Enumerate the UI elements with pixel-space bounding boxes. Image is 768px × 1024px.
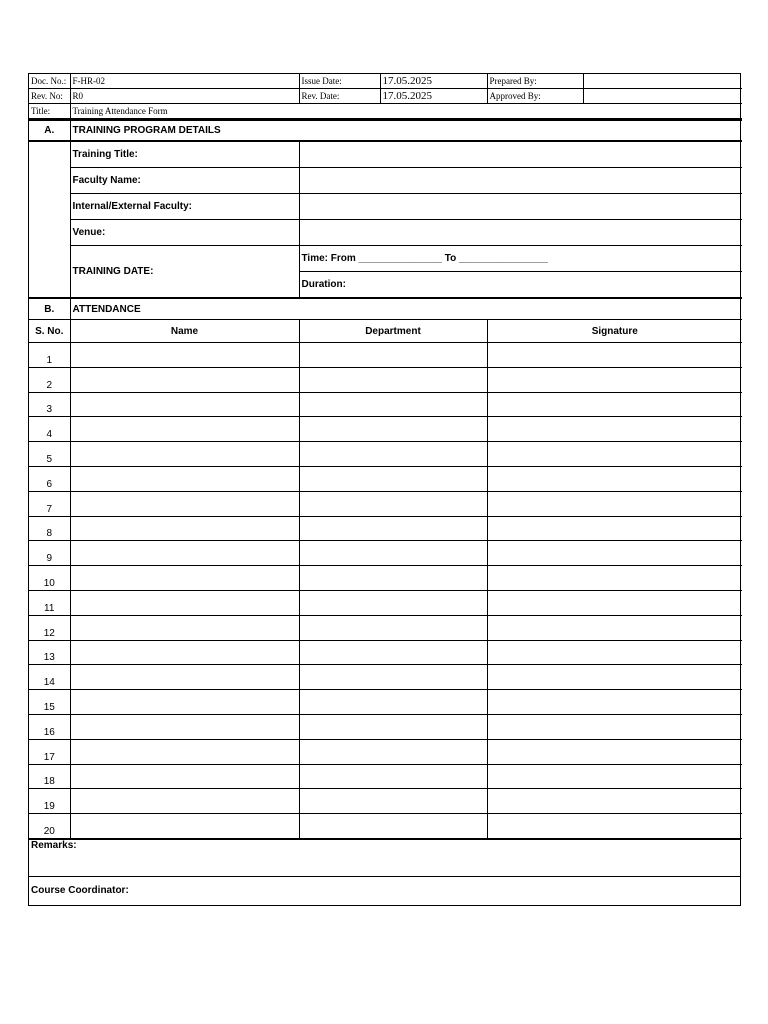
table-row xyxy=(29,566,742,591)
issue-date-value: 17.05.2025 xyxy=(380,74,487,89)
row-number: 16 xyxy=(29,714,70,739)
table-row xyxy=(29,516,742,541)
name-cell[interactable] xyxy=(70,739,299,764)
row-number: 20 xyxy=(29,814,70,839)
course-coordinator-label: Course Coordinator: xyxy=(31,885,129,897)
table-row xyxy=(29,343,742,368)
row-number: 3 xyxy=(29,392,70,417)
attendance-table xyxy=(29,298,742,839)
department-cell[interactable] xyxy=(299,690,487,715)
signature-cell[interactable] xyxy=(487,466,742,491)
name-cell[interactable] xyxy=(70,640,299,665)
title-value: Training Attendance Form xyxy=(70,104,742,119)
table-row xyxy=(29,690,742,715)
department-cell[interactable] xyxy=(299,466,487,491)
table-row xyxy=(29,590,742,615)
column-header-department: Department xyxy=(299,320,487,343)
name-cell[interactable] xyxy=(70,442,299,467)
department-cell[interactable] xyxy=(299,714,487,739)
department-cell[interactable] xyxy=(299,764,487,789)
section-a-letter: A. xyxy=(29,120,70,141)
signature-cell[interactable] xyxy=(487,714,742,739)
row-number: 9 xyxy=(29,541,70,566)
table-row xyxy=(29,764,742,789)
row-number: 13 xyxy=(29,640,70,665)
table-row xyxy=(29,491,742,516)
name-cell[interactable] xyxy=(70,466,299,491)
department-cell[interactable] xyxy=(299,442,487,467)
row-number: 2 xyxy=(29,367,70,392)
signature-cell[interactable] xyxy=(487,615,742,640)
remarks-field[interactable] xyxy=(29,839,740,876)
signature-cell[interactable] xyxy=(487,814,742,839)
approved-by-label: Approved By: xyxy=(487,89,583,104)
table-row xyxy=(29,665,742,690)
department-cell[interactable] xyxy=(299,392,487,417)
internal-external-row xyxy=(29,194,742,220)
section-a-spacer xyxy=(29,141,70,298)
department-cell[interactable] xyxy=(299,739,487,764)
table-row xyxy=(29,814,742,839)
row-number: 1 xyxy=(29,343,70,368)
approved-by-field[interactable] xyxy=(583,89,742,104)
column-header-name: Name xyxy=(70,320,299,343)
name-cell[interactable] xyxy=(70,566,299,591)
row-number: 8 xyxy=(29,516,70,541)
training-title-row xyxy=(29,141,742,168)
table-row xyxy=(29,714,742,739)
department-cell[interactable] xyxy=(299,367,487,392)
section-b-header xyxy=(29,299,742,320)
column-header-sno: S. No. xyxy=(29,320,70,343)
signature-cell[interactable] xyxy=(487,516,742,541)
name-cell[interactable] xyxy=(70,392,299,417)
name-cell[interactable] xyxy=(70,343,299,368)
duration-field[interactable]: Duration: xyxy=(299,272,742,298)
name-cell[interactable] xyxy=(70,541,299,566)
table-row xyxy=(29,789,742,814)
venue-field[interactable] xyxy=(299,220,742,246)
name-cell[interactable] xyxy=(70,690,299,715)
title-label: Title: xyxy=(29,104,70,119)
row-number: 17 xyxy=(29,739,70,764)
department-cell[interactable] xyxy=(299,516,487,541)
issue-date-label: Issue Date: xyxy=(299,74,380,89)
header-row-rev xyxy=(29,89,742,104)
name-cell[interactable] xyxy=(70,764,299,789)
department-cell[interactable] xyxy=(299,343,487,368)
name-cell[interactable] xyxy=(70,590,299,615)
name-cell[interactable] xyxy=(70,516,299,541)
department-cell[interactable] xyxy=(299,417,487,442)
name-cell[interactable] xyxy=(70,789,299,814)
row-number: 12 xyxy=(29,615,70,640)
row-number: 19 xyxy=(29,789,70,814)
table-row xyxy=(29,739,742,764)
rev-no-label: Rev. No: xyxy=(29,89,70,104)
signature-cell[interactable] xyxy=(487,764,742,789)
training-date-label: TRAINING DATE: xyxy=(70,246,299,298)
doc-no-value: F-HR-02 xyxy=(70,74,299,89)
row-number: 10 xyxy=(29,566,70,591)
department-cell[interactable] xyxy=(299,590,487,615)
rev-date-value: 17.05.2025 xyxy=(380,89,487,104)
name-cell[interactable] xyxy=(70,417,299,442)
doc-no-label: Doc. No.: xyxy=(29,74,70,89)
faculty-name-label: Faculty Name: xyxy=(70,168,299,194)
prepared-by-field[interactable] xyxy=(583,74,742,89)
department-cell[interactable] xyxy=(299,541,487,566)
section-a-header xyxy=(29,120,742,141)
training-title-field[interactable] xyxy=(299,141,742,168)
table-row xyxy=(29,541,742,566)
signature-cell[interactable] xyxy=(487,417,742,442)
row-number: 4 xyxy=(29,417,70,442)
time-from-to-field[interactable]: Time: From _______________ To ________________ xyxy=(299,246,742,272)
row-number: 15 xyxy=(29,690,70,715)
signature-cell[interactable] xyxy=(487,789,742,814)
signature-cell[interactable] xyxy=(487,739,742,764)
table-row xyxy=(29,367,742,392)
faculty-name-field[interactable] xyxy=(299,168,742,194)
header-row-title xyxy=(29,104,742,119)
row-number: 14 xyxy=(29,665,70,690)
table-row xyxy=(29,417,742,442)
signature-cell[interactable] xyxy=(487,442,742,467)
attendance-column-headers xyxy=(29,320,742,343)
header-row-doc xyxy=(29,74,742,89)
signature-cell[interactable] xyxy=(487,491,742,516)
name-cell[interactable] xyxy=(70,491,299,516)
row-number: 6 xyxy=(29,466,70,491)
signature-cell[interactable] xyxy=(487,392,742,417)
document-header-table xyxy=(29,74,742,119)
section-b-heading: ATTENDANCE xyxy=(70,299,742,320)
signature-cell[interactable] xyxy=(487,367,742,392)
column-header-signature: Signature xyxy=(487,320,742,343)
department-cell[interactable] xyxy=(299,789,487,814)
department-cell[interactable] xyxy=(299,665,487,690)
name-cell[interactable] xyxy=(70,714,299,739)
signature-cell[interactable] xyxy=(487,590,742,615)
table-row xyxy=(29,466,742,491)
training-attendance-form xyxy=(28,73,741,906)
signature-cell[interactable] xyxy=(487,640,742,665)
name-cell[interactable] xyxy=(70,367,299,392)
signature-cell[interactable] xyxy=(487,566,742,591)
name-cell[interactable] xyxy=(70,615,299,640)
rev-date-label: Rev. Date: xyxy=(299,89,380,104)
table-row xyxy=(29,615,742,640)
rev-no-value: R0 xyxy=(70,89,299,104)
remarks-label: Remarks: xyxy=(31,839,77,851)
signature-cell[interactable] xyxy=(487,690,742,715)
row-number: 5 xyxy=(29,442,70,467)
section-b-letter: B. xyxy=(29,299,70,320)
department-cell[interactable] xyxy=(299,566,487,591)
department-cell[interactable] xyxy=(299,491,487,516)
table-row xyxy=(29,442,742,467)
department-cell[interactable] xyxy=(299,640,487,665)
faculty-name-row xyxy=(29,168,742,194)
signature-cell[interactable] xyxy=(487,343,742,368)
prepared-by-label: Prepared By: xyxy=(487,74,583,89)
row-number: 18 xyxy=(29,764,70,789)
internal-external-field[interactable] xyxy=(299,194,742,220)
row-number: 11 xyxy=(29,590,70,615)
table-row xyxy=(29,640,742,665)
table-row xyxy=(29,392,742,417)
name-cell[interactable] xyxy=(70,814,299,839)
internal-external-label: Internal/External Faculty: xyxy=(70,194,299,220)
training-program-details-table xyxy=(29,119,742,298)
department-cell[interactable] xyxy=(299,615,487,640)
training-date-row xyxy=(29,246,742,272)
signature-cell[interactable] xyxy=(487,665,742,690)
course-coordinator-field[interactable] xyxy=(29,876,740,905)
row-number: 7 xyxy=(29,491,70,516)
section-a-heading: TRAINING PROGRAM DETAILS xyxy=(70,120,742,141)
venue-row xyxy=(29,220,742,246)
department-cell[interactable] xyxy=(299,814,487,839)
signature-cell[interactable] xyxy=(487,541,742,566)
training-title-label: Training Title: xyxy=(70,141,299,168)
venue-label: Venue: xyxy=(70,220,299,246)
name-cell[interactable] xyxy=(70,665,299,690)
